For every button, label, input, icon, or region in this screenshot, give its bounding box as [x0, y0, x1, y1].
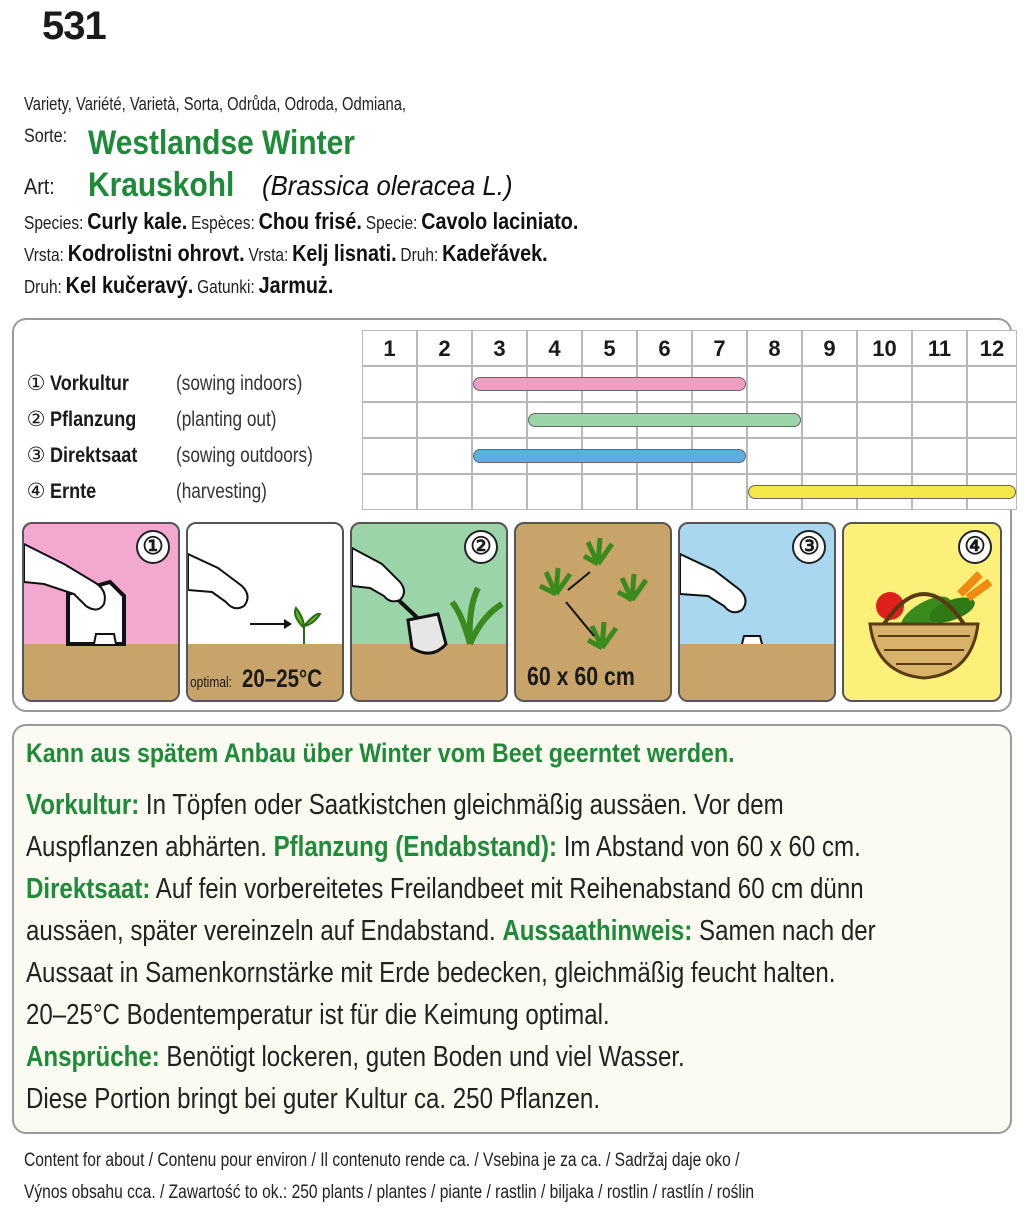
- cultivation-instructions: [12, 724, 1012, 1134]
- row-number: ①: [26, 372, 46, 395]
- content-footer-line-1: [24, 1150, 896, 1172]
- species-label: Gatunki:: [197, 277, 255, 297]
- calendar-cell: [362, 402, 417, 438]
- sorte-label: Sorte:: [24, 126, 68, 147]
- calendar-cell: [802, 366, 857, 402]
- calendar-cell: [912, 402, 967, 438]
- calendar-cell: [912, 366, 967, 402]
- species-label: Species:: [24, 213, 84, 233]
- species-value: Kel kučeravý.: [65, 272, 194, 298]
- product-number: 531: [42, 4, 106, 48]
- calendar-cell: [637, 474, 692, 510]
- instructions-headline: Kann aus spätem Anbau über Winter vom Beet geerntet werden.: [26, 738, 735, 768]
- panel-direct-sowing: [678, 522, 836, 702]
- art-label-wrap: [24, 174, 58, 200]
- species-label: Vrsta:: [248, 245, 289, 265]
- row-label: [22, 366, 356, 402]
- row-number: ③: [26, 444, 46, 467]
- calendar-cell: [747, 366, 802, 402]
- variety-label-row: [24, 94, 490, 115]
- instructions-line-8: [26, 1078, 718, 1120]
- species-label: Espèces:: [191, 213, 255, 233]
- latin-wrap: [262, 170, 534, 202]
- calendar-cell: [747, 438, 802, 474]
- calendar-cell: [967, 366, 1017, 402]
- instructions-line-6: [26, 994, 729, 1036]
- species-value: Curly kale.: [87, 208, 188, 234]
- calendar-cell: [802, 438, 857, 474]
- species-value: Kodrolistni ohrovt.: [67, 240, 245, 266]
- species-value: Jarmuż.: [258, 272, 334, 298]
- instructions-line-4: [26, 910, 1024, 952]
- calendar-row-direktsaat: [22, 438, 1017, 474]
- instructions-text: Samen nach der: [692, 915, 876, 947]
- calendar-cell: [967, 402, 1017, 438]
- calendar-month-header: [22, 330, 1005, 366]
- species-line-1: [24, 208, 669, 235]
- instructions-line-2: [26, 826, 1024, 868]
- row-label-de: Ernte: [50, 480, 97, 503]
- calendar-row-vorkultur: [22, 366, 1017, 402]
- row-label-en: (planting out): [176, 408, 277, 431]
- calendar-cell: [967, 438, 1017, 474]
- calendar-cell: [417, 402, 472, 438]
- month-cell: 1: [362, 330, 417, 366]
- calendar-cell: [527, 474, 582, 510]
- calendar-cell: [362, 474, 417, 510]
- calendar-cell: [857, 402, 912, 438]
- instructions-text: 20–25°C Bodentemperatur ist für die Keimung optimal.: [26, 999, 610, 1031]
- art-label: Art:: [24, 174, 55, 199]
- calendar-period-bar: [473, 377, 746, 391]
- calendar-cell: [582, 474, 637, 510]
- temperature-value: 20–25°C: [242, 665, 323, 693]
- calendar-period-bar: [748, 485, 1016, 499]
- section-label-vorkultur: Vorkultur:: [26, 789, 140, 821]
- panel-sowing-indoors: [22, 522, 180, 702]
- calendar-cell: [362, 366, 417, 402]
- content-footer-line-2: [24, 1182, 914, 1204]
- content-footer-text: Výnos obsahu cca. / Zawartość to ok.: 250 plants / plantes / piante / rastlin / biljaka / rostlin / rastlín / roślin: [24, 1182, 755, 1203]
- instructions-line-1: [26, 784, 939, 826]
- species-name: Krauskohl: [88, 166, 235, 204]
- row-label: [22, 474, 356, 510]
- month-cell: 9: [802, 330, 857, 366]
- row-label: [22, 438, 356, 474]
- variety-name: Westlandse Winter: [88, 124, 355, 162]
- temperature-caption: [188, 665, 342, 694]
- variety-labels: Variety, Variété, Varietà, Sorta, Odrůda, Odroda, Odmiana,: [24, 94, 407, 114]
- section-label-aussaathinweis: Aussaathinweis:: [502, 915, 693, 947]
- sowing-calendar-box: [12, 318, 1012, 712]
- calendar-cell: [472, 474, 527, 510]
- row-number: ④: [26, 480, 46, 503]
- row-label-en: (harvesting): [176, 480, 267, 503]
- month-cell: 5: [582, 330, 637, 366]
- section-label-ansprueche: Ansprüche:: [26, 1041, 160, 1073]
- step-2-marker: ②: [464, 530, 498, 564]
- instructions-text: Auf fein vorbereitetes Freilandbeet mit Reihenabstand 60 cm dünn: [150, 873, 864, 905]
- sorte-value-wrap: [88, 124, 391, 163]
- calendar-cell: [362, 438, 417, 474]
- species-value: Kelj lisnati.: [292, 240, 397, 266]
- spacing-value: 60 x 60 cm: [527, 661, 636, 691]
- row-number: ②: [26, 408, 46, 431]
- instructions-text: Aussaat in Samenkornstärke mit Erde bedecken, gleichmäßig feucht halten.: [26, 957, 836, 989]
- art-row: [88, 166, 254, 205]
- calendar-cell: [692, 474, 747, 510]
- month-cell: 3: [472, 330, 527, 366]
- month-cell: 11: [912, 330, 967, 366]
- calendar-cell: [472, 402, 527, 438]
- row-label-de: Pflanzung: [50, 408, 137, 431]
- calendar-cell: [417, 474, 472, 510]
- row-label-en: (sowing indoors): [176, 372, 303, 395]
- species-label: Specie:: [365, 213, 418, 233]
- instructions-text: Diese Portion bringt bei guter Kultur ca. 250 Pflanzen.: [26, 1083, 601, 1115]
- calendar-cell: [857, 438, 912, 474]
- month-cell: 12: [967, 330, 1017, 366]
- calendar-cell: [417, 366, 472, 402]
- instructions-line-5: [26, 952, 1001, 994]
- section-label-direktsaat: Direktsaat:: [26, 873, 151, 905]
- species-line-3: [24, 272, 384, 299]
- species-value: Cavolo laciniato.: [421, 208, 579, 234]
- calendar-row-ernte: [22, 474, 1017, 510]
- instructions-text: Auspflanzen abhärten.: [26, 831, 274, 863]
- month-cell: 2: [417, 330, 472, 366]
- calendar-period-bar: [528, 413, 801, 427]
- instructions-line-3: [26, 868, 1024, 910]
- instructions-text: Im Abstand von 60 x 60 cm.: [557, 831, 861, 863]
- species-value: Chou frisé.: [258, 208, 362, 234]
- panel-harvesting: [842, 522, 1002, 702]
- month-cell: 8: [747, 330, 802, 366]
- calendar-cell: [802, 402, 857, 438]
- step-1-marker: ①: [136, 530, 170, 564]
- calendar-period-bar: [473, 449, 746, 463]
- content-footer-text: Content for about / Contenu pour environ / Il contenuto rende ca. / Vsebina je za ca. / Sadržaj daje oko /: [24, 1150, 740, 1171]
- instructions-text: aussäen, später vereinzeln auf Endabstand.: [26, 915, 503, 947]
- panel-planting-out: [350, 522, 508, 702]
- month-cell: 6: [637, 330, 692, 366]
- section-label-pflanzung: Pflanzung (Endabstand):: [273, 831, 558, 863]
- species-label: Druh:: [24, 277, 62, 297]
- spacing-caption: [516, 661, 670, 692]
- temperature-optimal-label: optimal:: [189, 674, 232, 691]
- instructions-text: In Töpfen oder Saatkistchen gleichmäßig aussäen. Vor dem: [139, 789, 784, 821]
- calendar-cell: [912, 438, 967, 474]
- panel-plant-spacing: [514, 522, 672, 702]
- row-label-de: Vorkultur: [50, 372, 129, 395]
- latin-name: (Brassica oleracea L.): [262, 170, 513, 201]
- sorte-row: [24, 126, 75, 148]
- month-cell: 7: [692, 330, 747, 366]
- species-label: Druh:: [400, 245, 439, 265]
- row-label: [22, 402, 356, 438]
- step-4-marker: ④: [958, 530, 992, 564]
- calendar-cell: [857, 366, 912, 402]
- calendar-row-pflanzung: [22, 402, 1017, 438]
- instructions-line-7: [26, 1036, 820, 1078]
- instructions-headline-row: [26, 732, 850, 774]
- step-3-marker: ③: [792, 530, 826, 564]
- month-cell: 10: [857, 330, 912, 366]
- species-label: Vrsta:: [24, 245, 64, 265]
- species-line-2: [24, 240, 633, 267]
- row-label-en: (sowing outdoors): [176, 444, 313, 467]
- month-cell: 4: [527, 330, 582, 366]
- instructions-text: Benötigt lockeren, guten Boden und viel Wasser.: [159, 1041, 685, 1073]
- row-label-de: Direktsaat: [50, 444, 138, 467]
- calendar-cell: [417, 438, 472, 474]
- panel-germination: [186, 522, 344, 702]
- species-value: Kadeřávek.: [442, 240, 548, 266]
